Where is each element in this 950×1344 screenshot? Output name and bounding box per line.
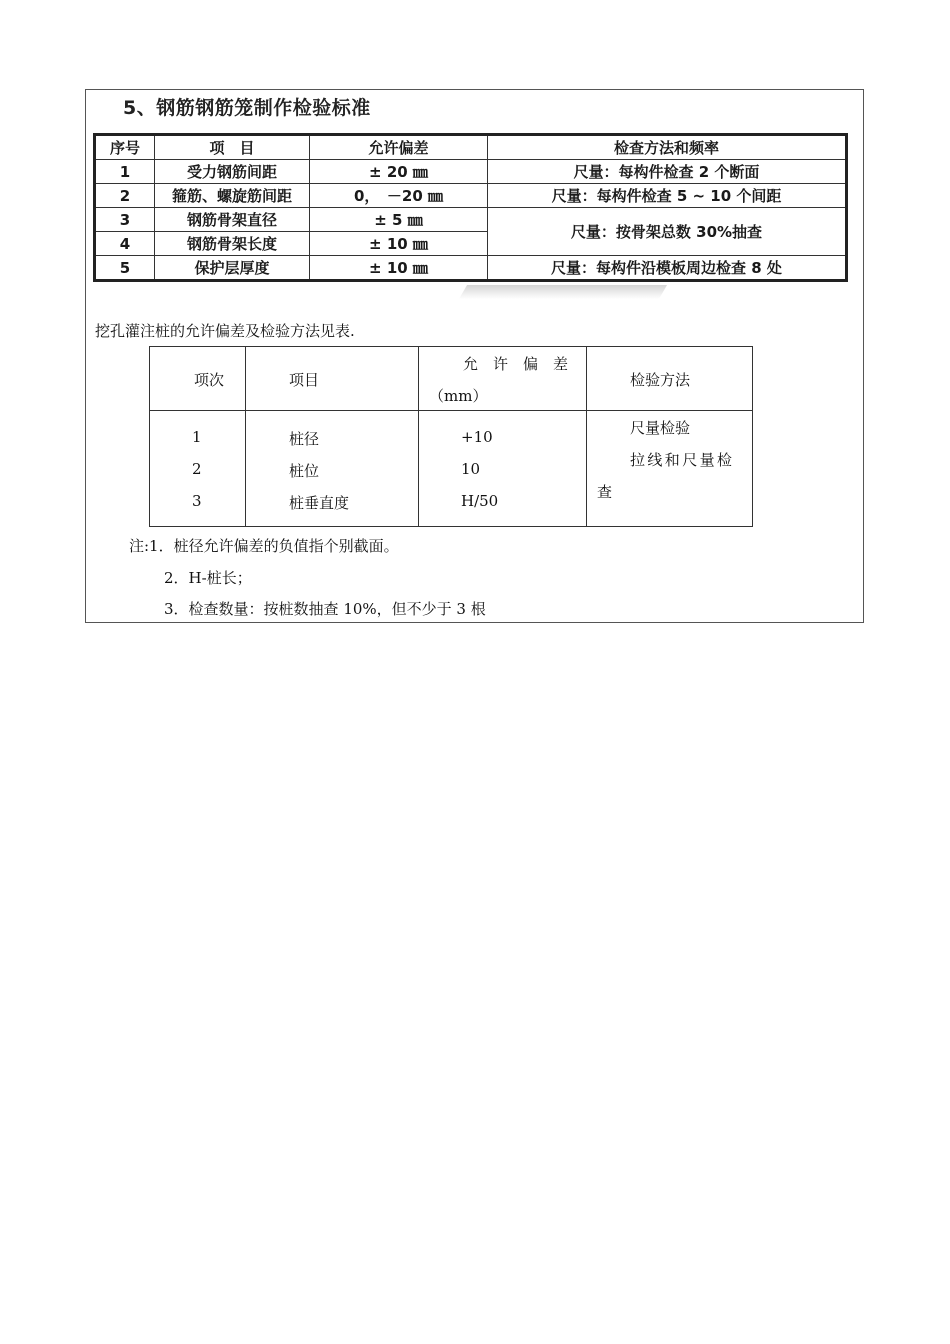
row-no: 5 (95, 256, 155, 281)
tol-cell (419, 411, 587, 527)
header-cell (150, 347, 246, 411)
seq-3: 3 (192, 492, 202, 510)
header-cell (419, 347, 587, 411)
tol-2: 10 (461, 460, 481, 478)
row-tol: ± 20 ㎜ (310, 160, 488, 184)
header-item: 项 目 (155, 135, 310, 160)
seq-1: 1 (192, 428, 202, 446)
tol-1: +10 (461, 428, 493, 446)
method-cell (587, 411, 753, 527)
header-tolerance: 允 许 偏 差 (463, 355, 569, 373)
item-2: 桩位 (289, 462, 320, 480)
table-header-row (95, 135, 847, 160)
seq-cell (150, 411, 246, 527)
header-tolerance-unit: （mm） (429, 387, 488, 405)
intro-text: 挖孔灌注桩的允许偏差及检验方法见表. (95, 322, 355, 340)
row-method: 尺量：每构件检查 2 个断面 (488, 160, 847, 184)
pile-tolerance-table (149, 346, 753, 527)
header-cell (246, 347, 419, 411)
scan-title: 5、钢筋钢筋笼制作检验标准 (123, 97, 371, 119)
item-1: 桩径 (289, 430, 320, 448)
header-seq: 项次 (194, 371, 225, 389)
row-method: 尺量：每构件检查 5 ~ 10 个间距 (488, 184, 847, 208)
row-item: 受力钢筋间距 (155, 160, 310, 184)
header-item: 项目 (289, 371, 320, 389)
row-tol: ± 10 ㎜ (310, 232, 488, 256)
table-row (95, 184, 847, 208)
row-no: 4 (95, 232, 155, 256)
header-method: 检验方法 (630, 371, 691, 389)
header-tolerance: 允许偏差 (310, 135, 488, 160)
row-tol: ± 10 ㎜ (310, 256, 488, 281)
row-tol: 0， －20 ㎜ (310, 184, 488, 208)
table-row (95, 160, 847, 184)
header-cell (587, 347, 753, 411)
note-1: 注:1．桩径允许偏差的负值指个别截面。 (129, 537, 399, 555)
method-line-1: 尺量检验 (630, 419, 691, 437)
rebar-cage-standard-table (93, 133, 848, 282)
table-row (95, 208, 847, 232)
row-item: 保护层厚度 (155, 256, 310, 281)
note-2: 2．H-桩长； (164, 569, 252, 587)
tol-3: H/50 (461, 492, 499, 510)
seq-2: 2 (192, 460, 202, 478)
row-no: 1 (95, 160, 155, 184)
row-tol: ± 5 ㎜ (310, 208, 488, 232)
table-row (95, 256, 847, 281)
row-no: 3 (95, 208, 155, 232)
header-seq: 序号 (95, 135, 155, 160)
row-item: 钢筋骨架直径 (155, 208, 310, 232)
item-3: 桩垂直度 (289, 494, 350, 512)
method-line-2: 拉线和尺量检 (630, 451, 735, 469)
item-cell (246, 411, 419, 527)
scan-shadow-artifact (459, 285, 667, 299)
row-no: 2 (95, 184, 155, 208)
header-method: 检查方法和频率 (488, 135, 847, 160)
scanned-standard-image (93, 89, 853, 303)
row-method: 尺量：每构件沿模板周边检查 8 处 (488, 256, 847, 281)
table-header-row (150, 347, 753, 411)
row-item: 箍筋、螺旋筋间距 (155, 184, 310, 208)
note-3: 3．检查数量：按桩数抽查 10%，但不少于 3 根 (164, 600, 486, 618)
row-item: 钢筋骨架长度 (155, 232, 310, 256)
table-body-row (150, 411, 753, 527)
method-line-3: 查 (597, 483, 613, 501)
row-method: 尺量：按骨架总数 30%抽查 (488, 208, 847, 256)
